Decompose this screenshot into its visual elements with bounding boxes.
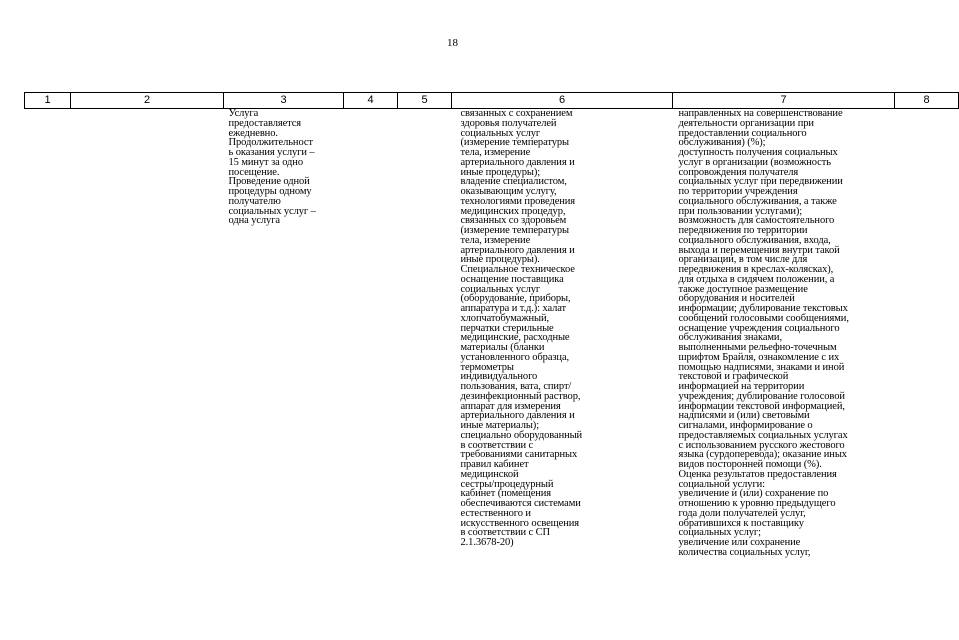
column-number-4: 4 [344,93,398,109]
text-line: обратившихся к поставщику [678,517,804,529]
text-line: перчатки стерильные [460,322,554,334]
text-line: иные процедуры); [460,166,541,178]
text-line: сигналами, информирование о [678,420,813,431]
text-line: выхода и перемещения внутри такой [678,244,840,256]
text-line: правил кабинет [460,459,529,470]
text-line: предоставлении социального [678,127,807,139]
text-line: Проведение одной [228,176,310,188]
text-line: искусственного освещения [460,517,579,529]
text-line: оказывающим услугу, [460,186,557,197]
column-number-row [25,93,959,109]
text-line: направленных на совершенствование [678,108,843,119]
text-line: материалы (бланки [460,342,545,353]
text-line: также доступное размещение [678,283,808,295]
text-line: социальных услуг [460,127,541,139]
text-line: владение специалистом, [460,176,567,188]
text-line: кабинет (помещения [460,488,552,500]
text-line: обслуживания знаками, [678,332,782,344]
cell-col-5 [398,109,452,558]
service-schedule-text [229,109,344,226]
text-line: тела, измерение [460,234,531,246]
text-line: (оборудование, приборы, [460,293,571,305]
column-number-6: 6 [452,93,673,109]
text-line: выполненными рельефно-точечным [678,342,837,353]
text-line: организации, в том числе для [678,254,808,266]
page-number: 18 [447,37,458,49]
column-number-2: 2 [71,93,224,109]
cell-service-schedule [224,109,344,558]
text-line: предоставляется [228,117,302,129]
text-line: возможность для самостоятельного [678,215,835,227]
text-line: хлопчатобумажный, [460,312,549,324]
text-line: иные материалы); [460,420,540,431]
text-line: передвижения в креслах-колясках), [678,264,834,275]
text-line: языка (сурдоперевода); оказание иных [678,449,847,461]
text-line: специально оборудованный [460,429,583,441]
text-line: отношению к уровню предыдущего [678,498,836,509]
text-line: пользования, вата, спирт/ [460,381,572,392]
text-line: оснащение учреждения социального [678,322,840,334]
text-line: шрифтом Брайля, ознакомление с их [678,351,840,363]
text-line: оснащение поставщика [460,273,564,285]
text-line: Оценка результатов предоставления [678,468,837,480]
cell-service-conditions [452,109,673,558]
cell-col-8 [895,109,959,558]
text-line: Продолжительност [228,137,313,149]
text-line: посещение. [228,166,280,178]
text-line: артериального давления и [460,156,575,168]
text-line: для отдыха в сидячем положении, а [678,273,835,285]
text-line: дезинфекционный раствор, [460,390,581,402]
text-line: естественного и [460,507,531,519]
text-line: текстовой и графической [678,371,789,383]
text-line: технологиями проведения [460,195,576,207]
text-line: получателю [228,195,281,207]
text-line: артериального давления и [460,410,575,422]
text-line: оборудования и носителей [678,293,795,305]
column-number-5: 5 [398,93,452,109]
cell-col-2 [71,109,224,558]
column-number-8: 8 [895,93,959,109]
text-line: обслуживания) (%); [678,137,766,149]
text-line: тела, измерение [460,147,531,158]
text-line: 2.1.3678-20) [460,537,514,548]
text-line: социальных услуг – [228,205,316,217]
text-line: Специальное техническое [460,264,575,275]
text-line: информации; дублирование текстовых [678,303,848,314]
text-line: социальной услуги: [678,478,765,490]
text-line: аппарат для измерения [460,400,561,412]
text-line: артериального давления и [460,244,575,256]
text-line: с использованием русского жестового [678,439,845,451]
text-line: установленного образца, [460,351,570,363]
text-line: по территории учреждения [678,186,798,197]
text-line: года доли получателей услуг, [678,507,806,519]
text-line: 15 минут за одно [228,156,303,168]
text-line: социальных услуг [460,283,541,295]
text-line: социального обслуживания, а также [678,195,837,207]
text-line: здоровья получателей [460,117,557,129]
column-number-3: 3 [224,93,344,109]
text-line: услуг в организации (возможность [678,156,831,168]
text-line: (измерение температуры [460,225,569,236]
cell-quality-indicators [673,109,895,558]
text-line: социальных услуг; [678,527,761,539]
text-line: помощью надписями, знаками и иной [678,361,845,373]
column-number-7: 7 [673,93,895,109]
text-line: социального обслуживания, входа, [678,234,831,246]
text-line: надписями и (или) световыми [678,410,810,422]
text-line: требованиями санитарных [460,449,578,461]
text-line: медицинские, расходные [460,332,570,344]
services-table [24,92,959,558]
text-line: одна услуга [228,215,280,227]
text-line: медицинской [460,468,519,480]
text-line: аппаратура и т.д.): халат [460,303,567,314]
text-line: индивидуального [460,371,538,383]
text-line: в соответствии с [460,439,534,451]
text-line: ь оказания услуги – [228,147,315,158]
cell-col-4 [344,109,398,558]
column-number-1: 1 [25,93,71,109]
table-row [25,109,959,558]
text-line: сестры/процедурный [460,478,554,490]
text-line: доступность получения социальных [678,147,838,158]
text-line: термометры [460,361,514,373]
text-line: (измерение температуры [460,137,569,149]
service-conditions-text [461,109,673,548]
text-line: связанных с сохранением [460,108,573,119]
text-line: связанных со здоровьем [460,215,567,227]
text-line: учреждения; дублирование голосовой [678,390,845,402]
text-line: медицинских процедур, [460,205,566,217]
text-line: иные процедуры). [460,254,540,266]
text-line: информацией на территории [678,381,805,392]
text-line: предоставляемых социальных услугах [678,429,848,441]
text-line: увеличение и (или) сохранение по [678,488,829,500]
text-line: увеличение или сохранение [678,537,801,548]
cell-col-1 [25,109,71,558]
text-line: количества социальных услуг, [678,546,811,558]
text-line: процедуры одному [228,186,312,197]
text-line: ежедневно. [228,127,278,139]
text-line: в соответствии с СП [460,527,551,539]
text-line: сопровождения получателя [678,166,799,178]
text-line: обеспечиваются системами [460,498,581,509]
text-line: деятельности организации при [678,117,814,129]
text-line: информации текстовой информацией, [678,400,845,412]
text-line: видов посторонней помощи (%). [678,459,822,470]
text-line: Услуга [228,108,259,119]
quality-indicators-text [679,109,895,558]
text-line: при пользовании услугами); [678,205,803,217]
text-line: социальных услуг при передвижении [678,176,843,188]
text-line: передвижения по территории [678,225,808,236]
text-line: сообщений голосовыми сообщениями, [678,312,849,324]
